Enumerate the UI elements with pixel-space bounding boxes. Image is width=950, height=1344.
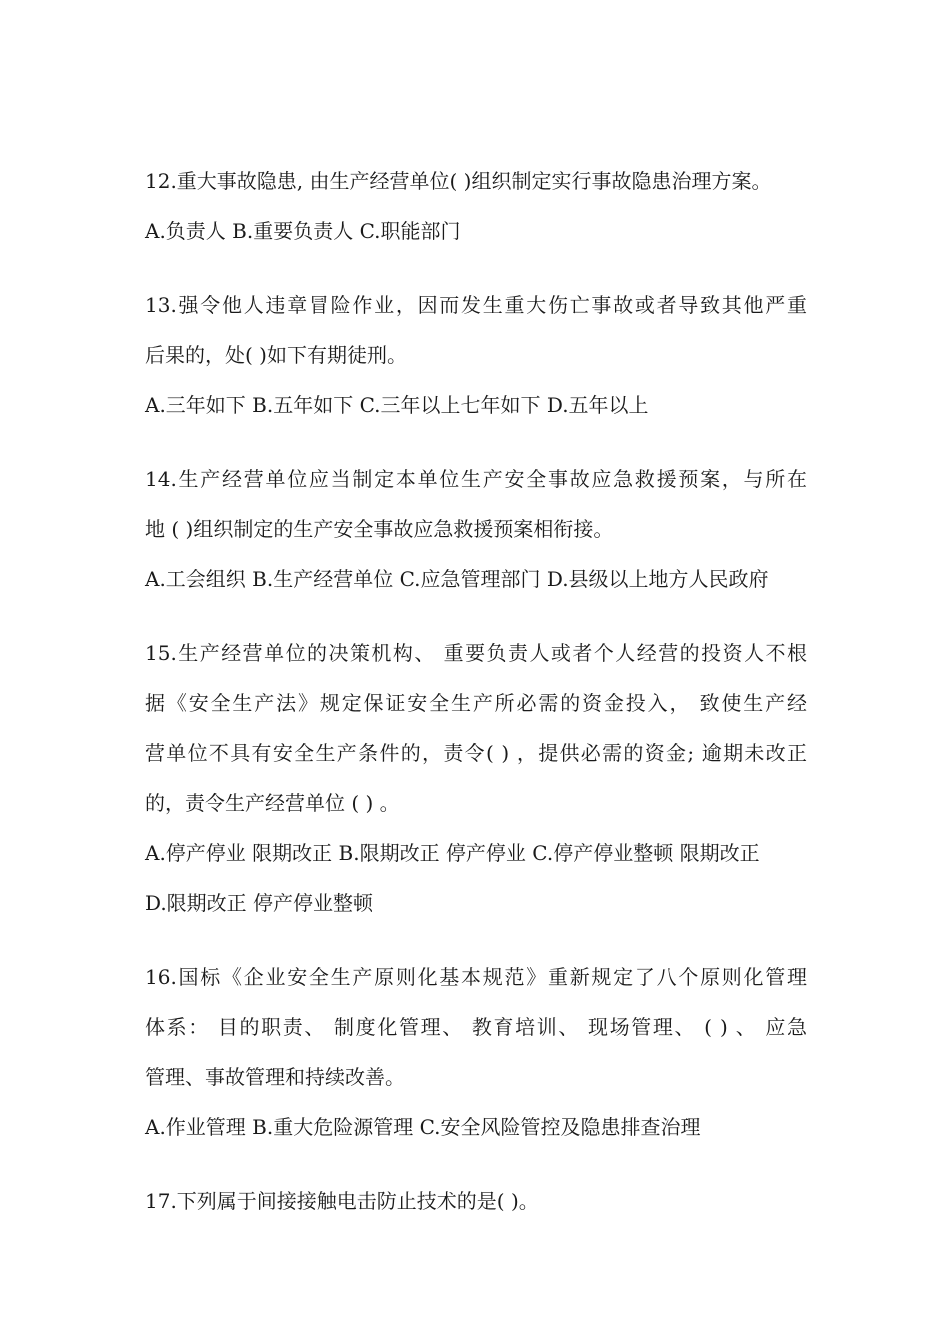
question-options-line: A.作业管理 B.重大危险源管理 C.安全风险管控及隐患排查治理 bbox=[145, 1115, 701, 1139]
question-stem-line: 营单位不具有安全生产条件的，责令( ) ，提供必需的资金; 逾期未改正 bbox=[145, 741, 807, 765]
question-14 bbox=[145, 454, 807, 604]
question-stem-line: 16.国标《企业安全生产原则化基本规范》重新规定了八个原则化管理 bbox=[145, 965, 807, 989]
question-options-line: A.停产停业 限期改正 B.限期改正 停产停业 C.停产停业整顿 限期改正 bbox=[145, 841, 760, 865]
question-stem-line: 12.重大事故隐患, 由生产经营单位( )组织制定实行事故隐患治理方案。 bbox=[145, 169, 772, 193]
question-stem-line: 14.生产经营单位应当制定本单位生产安全事故应急救援预案，与所在 bbox=[145, 467, 807, 491]
question-stem-line: 13.强令他人违章冒险作业，因而发生重大伤亡事故或者导致其他严重 bbox=[145, 293, 807, 317]
question-stem-line: 据《安全生产法》规定保证安全生产所必需的资金投入， 致使生产经 bbox=[145, 691, 807, 715]
question-stem-line: 体系： 目的职责、 制度化管理、 教育培训、 现场管理、 ( ) 、 应急 bbox=[145, 1015, 807, 1039]
question-options-line: A.工会组织 B.生产经营单位 C.应急管理部门 D.县级以上地方人民政府 bbox=[145, 567, 769, 591]
question-17 bbox=[145, 1176, 807, 1226]
question-options-line: A.三年如下 B.五年如下 C.三年以上七年如下 D.五年以上 bbox=[145, 393, 649, 417]
question-stem-line: 管理、事故管理和持续改善。 bbox=[145, 1065, 405, 1089]
question-stem-line: 17.下列属于间接接触电击防止技术的是( )。 bbox=[145, 1189, 539, 1213]
question-12 bbox=[145, 156, 807, 256]
question-stem-line: 15.生产经营单位的决策机构、 重要负责人或者个人经营的投资人不根 bbox=[145, 641, 807, 665]
question-13 bbox=[145, 280, 807, 430]
question-stem-line: 后果的，处( )如下有期徒刑。 bbox=[145, 343, 407, 367]
question-options-line: D.限期改正 停产停业整顿 bbox=[145, 891, 374, 915]
question-15 bbox=[145, 628, 807, 928]
question-stem-line: 地 ( )组织制定的生产安全事故应急救援预案相衔接。 bbox=[145, 517, 614, 541]
question-16 bbox=[145, 952, 807, 1152]
question-stem-line: 的，责令生产经营单位 ( ) 。 bbox=[145, 791, 400, 815]
question-options-line: A.负责人 B.重要负责人 C.职能部门 bbox=[145, 219, 461, 243]
document-page bbox=[145, 156, 807, 1250]
